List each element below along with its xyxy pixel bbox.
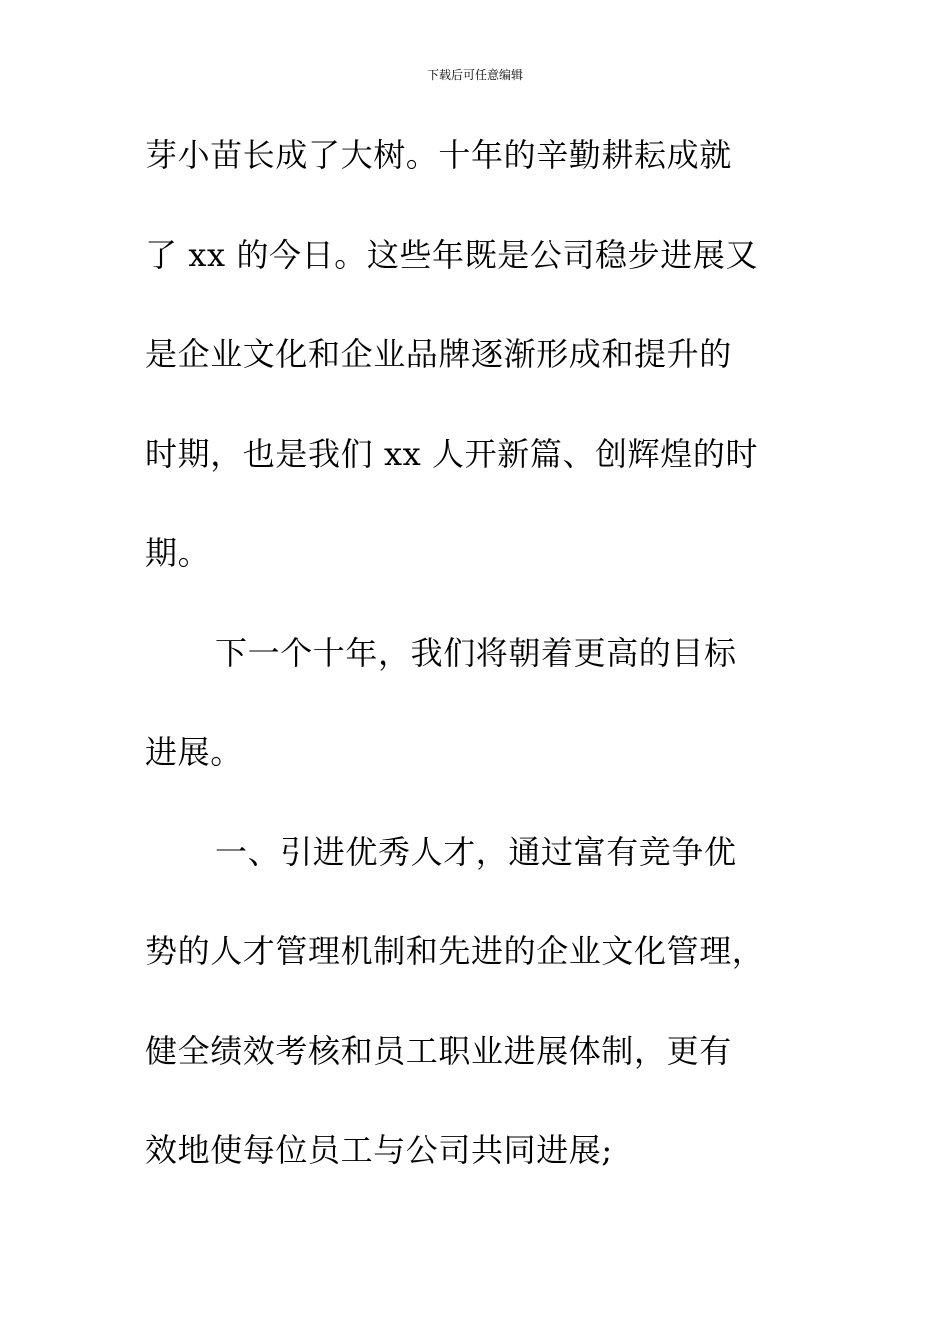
text-line: 健全绩效考核和员工职业进展体制，更有 (145, 1031, 732, 1070)
text-line: 势的人才管理机制和先进的企业文化管理， (145, 932, 765, 970)
text-line: 时期，也是我们 xx 人开新篇、创辉煌的时 (145, 434, 759, 473)
header-note: 下载后可任意编辑 (426, 68, 523, 82)
text-line: 进展。 (145, 733, 243, 771)
text-line: 了 xx 的今日。这些年既是公司稳步进展又 (145, 235, 759, 274)
text-line: 期。 (145, 534, 211, 572)
paragraph-start-line: 下一个十年，我们将朝着更高的目标 (215, 633, 737, 672)
text-line: 芽小苗长成了大树。十年的辛勤耕耘成就 (145, 136, 732, 174)
body-text (145, 125, 805, 1220)
text-line: 是企业文化和企业品牌逐渐形成和提升的 (145, 335, 732, 373)
text-line: 效地使每位员工与公司共同进展; (145, 1131, 613, 1169)
paragraph-start-line: 一、引进优秀人才，通过富有竞争优 (215, 832, 737, 871)
